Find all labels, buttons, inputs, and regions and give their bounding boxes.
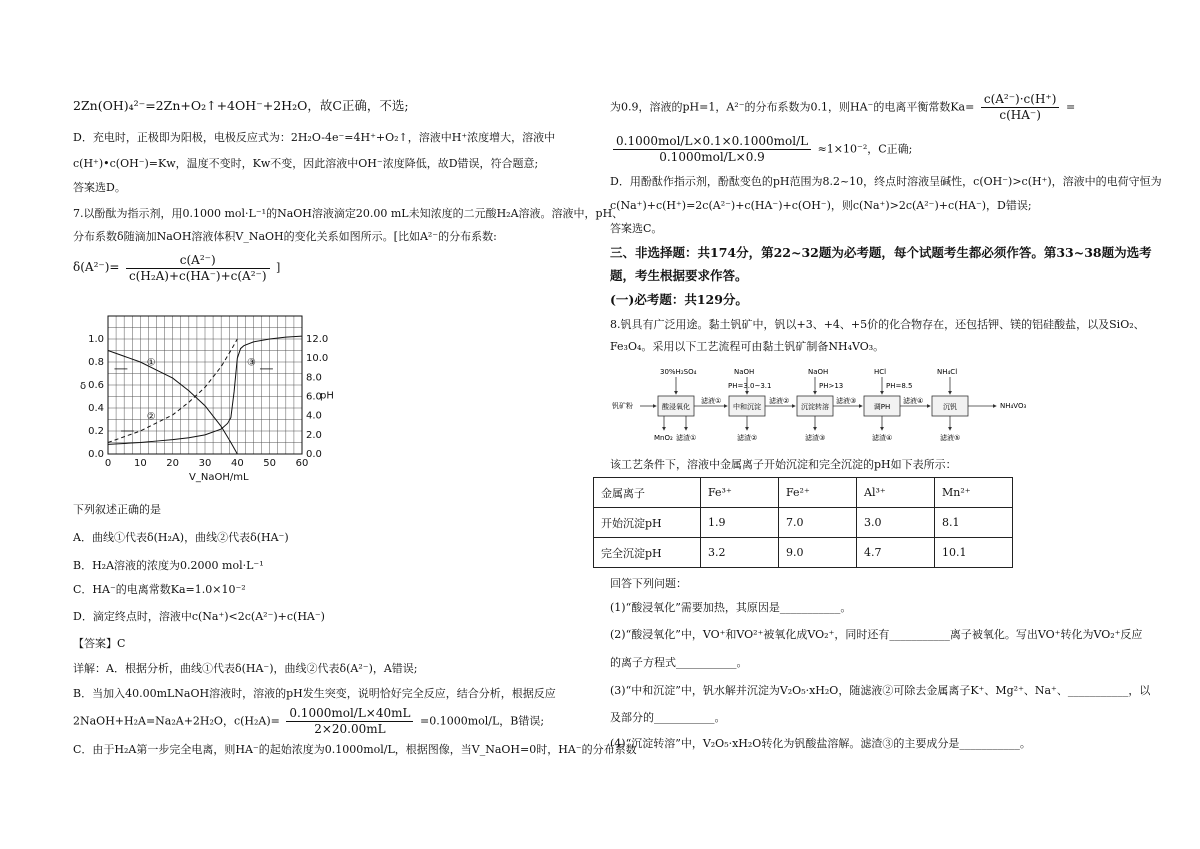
reagent-label: NaOH (734, 368, 755, 376)
fraction-numerator: 0.1000mol/L×40mL (286, 706, 413, 722)
table-intro: 该工艺条件下，溶液中金属离子开始沉淀和完全沉淀的pH如下表所示： (610, 458, 957, 471)
explanation-line: c(Na⁺)+c(H⁺)=2c(A²⁻)+c(HA⁻)+c(OH⁻)，则c(Na⁺)>2c(A²⁻)+c(HA⁻)，D错误; (610, 199, 1032, 212)
residue-label: 滤渣③ (805, 434, 826, 442)
ka-value-fraction (613, 134, 811, 165)
explanation-formula (73, 706, 544, 737)
table-cell: 7.0 (779, 508, 857, 538)
question-8-stem: 8.钒具有广泛用途。黏土钒矿中，钒以+3、+4、+5价的化合物存在，还包括钾、镁的铝硅酸盐，以及SiO₂、 (610, 318, 1145, 331)
table-header-row (594, 478, 1013, 508)
x-tick-label: 20 (166, 458, 180, 469)
text-line: c(H⁺)•c(OH⁻)=Kw，温度不变时，Kw不变，因此溶液中OH⁻浓度降低，故D错误，符合题意; (73, 157, 539, 170)
reagent-label: 30%H₂SO₄ (660, 368, 697, 376)
sub-question-4: (4)“沉淀转溶”中，V₂O₅·xH₂O转化为钒酸盐溶解。滤渣③的主要成分是___________。 (610, 737, 1031, 750)
table-cell: 金属离子 (594, 478, 701, 508)
filtrate-label: 滤液② (769, 397, 790, 405)
table-cell: 8.1 (935, 508, 1013, 538)
table-cell: 完全沉淀pH (594, 538, 701, 568)
y-left-tick-label: 0.4 (88, 403, 104, 414)
reagent-label: HCl (874, 368, 887, 376)
answer-intro: 回答下列问题： (610, 577, 687, 590)
explanation-line: B．当加入40.00mLNaOH溶液时，溶液的pH发生突变，说明恰好完全反应，结合分析，根据反应 (73, 687, 556, 700)
table-cell: 3.2 (701, 538, 779, 568)
question-7-stem: 7.以酚酞为指示剂，用0.1000 mol·L⁻¹的NaOH溶液滴定20.00 mL未知浓度的二元酸H₂A溶液。溶液中，pH、 (73, 207, 624, 220)
fraction-numerator: 0.1000mol/L×0.1×0.1000mol/L (613, 134, 811, 150)
table-cell: 9.0 (779, 538, 857, 568)
option-a: A．曲线①代表δ(H₂A)，曲线②代表δ(HA⁻) (73, 531, 289, 544)
formula-text: ≈1×10⁻²，C正确; (817, 142, 913, 156)
table-cell: Mn²⁺ (935, 478, 1013, 508)
residue-label: 滤液⑤ (940, 434, 961, 442)
question-7-stem: 分布系数δ随滴加NaOH溶液体积V_NaOH的变化关系如图所示。[比如A²⁻的分布系数: (73, 230, 497, 243)
residue-label: 滤渣① (676, 434, 697, 442)
x-tick-label: 0 (104, 458, 112, 469)
ph-label: PH=8.5 (886, 382, 913, 390)
explanation-line: 详解：A．根据分析，曲线①代表δ(HA⁻)，曲线②代表δ(A²⁻)，A错误; (73, 662, 418, 675)
sub-question-3: (3)“中和沉淀”中，钒水解并沉淀为V₂O₅·xH₂O，随滤液②可除去金属离子K⁺、Mg²⁺、Na⁺、___________，以 (610, 684, 1151, 697)
reagent-label: NH₄Cl (937, 368, 958, 376)
filtrate-label: 滤液① (701, 397, 722, 405)
curve-marker: ③ (247, 357, 257, 369)
svg-text:中和沉淀: 中和沉淀 (733, 403, 761, 411)
section-heading: 三、非选择题：共174分，第22~32题为必考题，每个试题考生都必须作答。第33~38题为选考 (610, 245, 1152, 260)
product-label: NH₄VO₃ (1000, 402, 1027, 410)
y-right-tick-label: 8.0 (306, 372, 322, 384)
x-tick-label: 50 (263, 458, 277, 469)
x-tick-label: 10 (133, 458, 147, 469)
delta-fraction (126, 253, 270, 284)
ka-formula (610, 92, 1075, 123)
filtrate-label: 滤液④ (903, 397, 924, 405)
fraction-numerator: c(A²⁻)·c(H⁺) (981, 92, 1060, 108)
explanation-line: 答案选C。 (610, 222, 663, 235)
y-left-tick-label: 1.0 (88, 334, 104, 345)
x-tick-label: 60 (295, 458, 309, 469)
text-line: D．充电时，正极即为阳极，电极反应式为：2H₂O-4e⁻=4H⁺+O₂↑，溶液中H⁺浓度增大，溶液中 (73, 131, 556, 144)
fraction-denominator: c(HA⁻) (999, 108, 1041, 122)
residue-label: 滤渣② (737, 434, 758, 442)
y-right-axis-label: pH (320, 390, 334, 402)
bracket: ] (276, 261, 281, 274)
svg-text:调PH: 调PH (873, 403, 891, 411)
answer-label: 【答案】C (73, 637, 126, 650)
y-right-tick-label: 6.0 (306, 391, 322, 403)
option-c: C．HA⁻的电离常数Ka=1.0×10⁻² (73, 583, 246, 596)
ph-label: PH>13 (819, 382, 844, 390)
formula-text: = (1065, 100, 1076, 114)
table-cell: 3.0 (857, 508, 935, 538)
svg-text:酸浸氧化: 酸浸氧化 (662, 403, 690, 411)
flow-step-5 (932, 396, 968, 416)
formula-text: 2NaOH+H₂A=Na₂A+2H₂O，c(H₂A)= (73, 714, 280, 728)
svg-text:沉淀转溶: 沉淀转溶 (801, 403, 829, 411)
subsection-heading: (一)必考题：共129分。 (610, 292, 748, 307)
fraction-denominator: 2×20.00mL (314, 722, 386, 736)
formula-text: 为0.9，溶液的pH=1，A²⁻的分布系数为0.1，则HA⁻的电离平衡常数Ka= (610, 100, 975, 114)
table-cell: Al³⁺ (857, 478, 935, 508)
text-line: 答案选D。 (73, 181, 126, 194)
curve-marker: ① (146, 357, 156, 369)
delta-formula (73, 252, 280, 284)
table-cell: 4.7 (857, 538, 935, 568)
question-8-stem: Fe₃O₄。采用以下工艺流程可由黏土钒矿制备NH₄VO₃。 (610, 340, 885, 353)
sub-question-2-cont: 的离子方程式___________。 (610, 656, 748, 669)
sub-question-2: (2)“酸浸氧化”中，VO⁺和VO²⁺被氧化成VO₂⁺，同时还有___________离子被氧化。写出VO⁺转化为VO₂⁺反应 (610, 628, 1143, 641)
option-b: B．H₂A溶液的浓度为0.2000 mol·L⁻¹ (73, 559, 264, 572)
x-axis-label: V_NaOH/mL (189, 472, 249, 483)
y-right-tick-label: 0.0 (306, 449, 322, 460)
table-row (594, 538, 1013, 568)
question-prompt: 下列叙述正确的是 (73, 503, 161, 516)
start-label: 钒矿粉 (612, 402, 633, 410)
explanation-line: C．由于H₂A第一步完全电离，则HA⁻的起始浓度为0.1000mol/L，根据图像，当V_NaOH=0时，HA⁻的分布系数 (73, 743, 637, 756)
table-cell: 开始沉淀pH (594, 508, 701, 538)
flow-step-2 (729, 396, 765, 416)
sub-question-3-cont: 及部分的___________。 (610, 711, 726, 724)
filtrate-label: 滤液③ (836, 397, 857, 405)
y-right-tick-label: 10.0 (306, 353, 329, 365)
flow-step-1 (658, 396, 694, 416)
reagent-label: NaOH (808, 368, 829, 376)
y-left-tick-label: 0.0 (88, 449, 104, 460)
fraction-numerator: c(A²⁻) (126, 253, 270, 269)
titration-chart (70, 308, 370, 486)
svg-text:沉钒: 沉钒 (943, 403, 957, 411)
y-left-tick-label: 0.6 (88, 380, 104, 391)
table-row (594, 508, 1013, 538)
residue-label: 滤渣④ (872, 434, 893, 442)
y-right-tick-label: 12.0 (306, 334, 329, 345)
y-left-tick-label: 0.8 (88, 357, 104, 368)
flow-step-3 (797, 396, 833, 416)
table-cell: Fe²⁺ (779, 478, 857, 508)
formula-lhs: δ(A²⁻)= (73, 260, 120, 274)
ph-label: PH=3.0~3.1 (728, 382, 772, 390)
y-right-tick-label: 2.0 (306, 429, 322, 441)
residue-label: MnO₂ (654, 434, 673, 442)
table-cell: 1.9 (701, 508, 779, 538)
flow-step-4 (864, 396, 900, 416)
x-tick-label: 30 (198, 458, 212, 469)
sub-question-1: (1)“酸浸氧化”需要加热，其原因是___________。 (610, 601, 852, 614)
fraction-denominator: c(H₂A)+c(HA⁻)+c(A²⁻) (128, 268, 267, 283)
table-cell: 10.1 (935, 538, 1013, 568)
fraction-denominator: 0.1000mol/L×0.9 (659, 150, 765, 164)
explanation-line: D．用酚酞作指示剂，酚酞变色的pH范围为8.2~10，终点时溶液呈碱性，c(OH⁻)>c(H⁺)，溶液中的电荷守恒为 (610, 175, 1162, 188)
option-d: D．滴定终点时，溶液中c(Na⁺)<2c(A²⁻)+c(HA⁻) (73, 610, 325, 623)
ka-fraction (981, 92, 1060, 123)
formula-text: =0.1000mol/L，B错误; (419, 714, 545, 728)
text-line: 2Zn(OH)₄²⁻=2Zn+O₂↑+4OH⁻+2H₂O，故C正确，不选; (73, 98, 409, 113)
y-right-tick-label: 4.0 (306, 410, 322, 422)
curve-marker: ② (146, 411, 156, 423)
table-cell: Fe³⁺ (701, 478, 779, 508)
section-heading: 题，考生根据要求作答。 (610, 268, 748, 283)
precipitation-ph-table (593, 477, 1013, 568)
concentration-fraction (286, 706, 413, 737)
x-tick-label: 40 (230, 458, 244, 469)
process-flow-diagram (612, 366, 1032, 446)
y-left-tick-label: 0.2 (88, 426, 104, 437)
ka-calculation (610, 134, 912, 165)
y-left-axis-label: δ (80, 381, 87, 392)
